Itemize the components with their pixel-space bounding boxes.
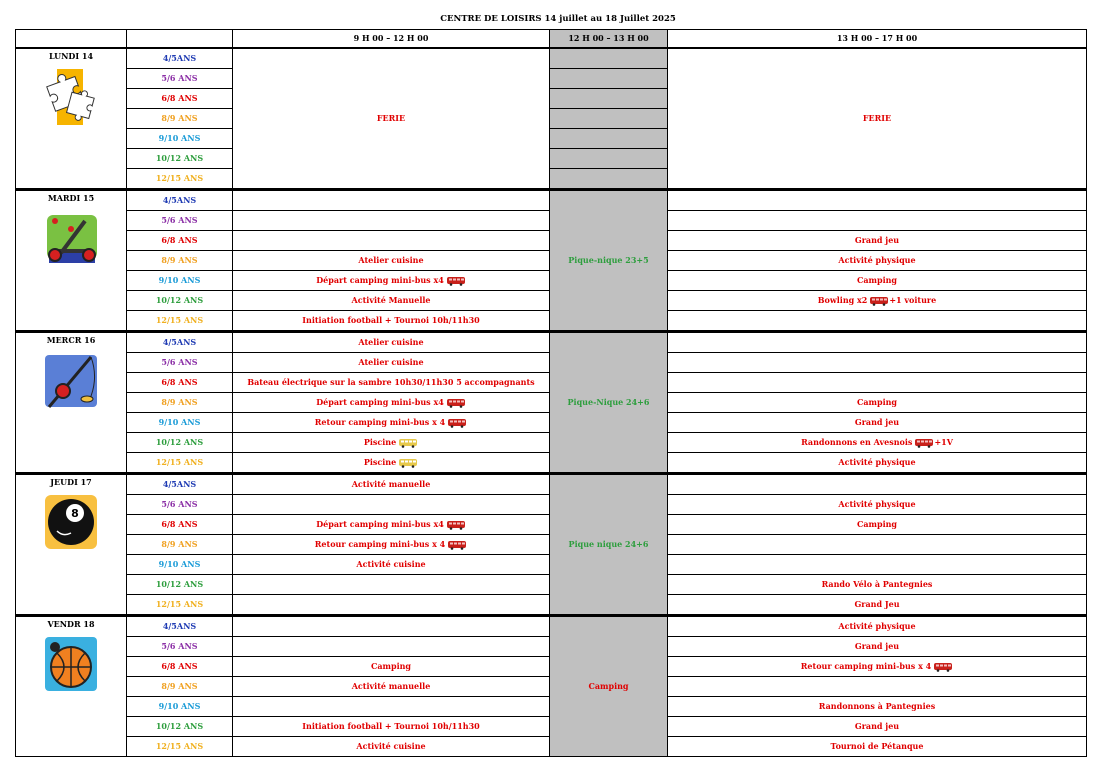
morning-activity: [233, 697, 550, 717]
morning-activity: [233, 474, 550, 495]
morning-activity: [233, 353, 550, 373]
afternoon-activity: [668, 291, 1087, 311]
morning-activity: [233, 332, 550, 353]
morning-activity: [233, 311, 550, 332]
activity-text: Randonnons à Pantegnies: [818, 701, 936, 711]
lunch-cell: [550, 89, 668, 109]
header-afternoon: 13 H 00 – 17 H 00: [668, 30, 1087, 49]
age-group-label: 12/15 ANS: [127, 595, 233, 616]
activity-text: Retour camping mini-bus x 4: [314, 417, 446, 427]
afternoon-activity: [668, 332, 1087, 353]
schedule-row: [16, 332, 1087, 353]
age-group-label: 9/10 ANS: [127, 413, 233, 433]
age-group-label: 5/6 ANS: [127, 637, 233, 657]
school-bus-icon: [398, 458, 418, 468]
activity-text: Grand jeu: [854, 235, 900, 245]
morning-activity: [233, 291, 550, 311]
activity-text: Rando Vélo à Pantegnies: [821, 579, 933, 589]
morning-activity: [233, 495, 550, 515]
minibus-icon: [447, 540, 467, 550]
morning-activity: [233, 251, 550, 271]
afternoon-activity: [668, 657, 1087, 677]
age-group-label: 6/8 ANS: [127, 373, 233, 393]
morning-activity: [233, 555, 550, 575]
activity-text: Activité physique: [838, 499, 916, 509]
afternoon-activity: [668, 555, 1087, 575]
minibus-icon: [446, 520, 466, 530]
age-group-label: 9/10 ANS: [127, 129, 233, 149]
header-lunch: 12 H 00 – 13 H 00: [550, 30, 668, 49]
afternoon-activity: [668, 231, 1087, 251]
morning-activity: [233, 231, 550, 251]
afternoon-activity: [668, 190, 1087, 211]
day-cell: [16, 190, 127, 332]
morning-activity: [233, 413, 550, 433]
basketball-icon: [16, 633, 126, 695]
morning-activity: FERIE: [233, 48, 550, 190]
morning-activity: [233, 637, 550, 657]
activity-text: Départ camping mini-bus x4: [316, 519, 444, 529]
header-age: [127, 30, 233, 49]
age-group-label: 10/12 ANS: [127, 291, 233, 311]
transport-suffix: +1V: [934, 437, 953, 447]
activity-text: Départ camping mini-bus x4: [316, 275, 444, 285]
activity-text: Activité cuisine: [356, 559, 426, 569]
morning-activity: [233, 433, 550, 453]
day-cell: [16, 474, 127, 616]
activity-text: Grand jeu: [854, 417, 900, 427]
day-cell: [16, 332, 127, 474]
age-group-label: 12/15 ANS: [127, 453, 233, 474]
age-group-label: 4/5ANS: [127, 48, 233, 69]
activity-text: Activité physique: [838, 457, 916, 467]
page-title: CENTRE DE LOISIRS 14 juillet au 18 Juillet 2025: [440, 14, 676, 24]
afternoon-activity: [668, 595, 1087, 616]
morning-activity: [233, 453, 550, 474]
age-group-label: 6/8 ANS: [127, 89, 233, 109]
minibus-icon: [447, 418, 467, 428]
lunch-cell: [550, 48, 668, 69]
lunch-cell: [550, 169, 668, 190]
header-morning: 9 H 00 – 12 H 00: [233, 30, 550, 49]
minibus-icon: [446, 398, 466, 408]
activity-text: Piscine: [363, 457, 397, 467]
schedule-row: [16, 48, 1087, 69]
morning-activity: [233, 515, 550, 535]
day-name: JEUDI 17: [50, 477, 92, 487]
age-group-label: 5/6 ANS: [127, 211, 233, 231]
age-group-label: 12/15 ANS: [127, 737, 233, 757]
afternoon-activity: [668, 515, 1087, 535]
activity-text: Initiation football + Tournoi 10h/11h30: [302, 315, 480, 325]
lunch-cell: [550, 109, 668, 129]
schedule-row: [16, 190, 1087, 211]
activity-text: Grand jeu: [854, 721, 900, 731]
afternoon-activity: [668, 393, 1087, 413]
age-group-label: 8/9 ANS: [127, 535, 233, 555]
day-cell: [16, 616, 127, 757]
activity-text: Activité Manuelle: [351, 295, 431, 305]
afternoon-activity: [668, 697, 1087, 717]
age-group-label: 10/12 ANS: [127, 717, 233, 737]
afternoon-activity: FERIE: [668, 48, 1087, 190]
morning-activity: [233, 616, 550, 637]
afternoon-activity: [668, 413, 1087, 433]
lunch-cell: Pique-Nique 24+6: [550, 332, 668, 474]
morning-activity: [233, 657, 550, 677]
activity-text: Activité manuelle: [351, 681, 431, 691]
morning-activity: [233, 271, 550, 291]
schedule-row: [16, 474, 1087, 495]
age-group-label: 9/10 ANS: [127, 271, 233, 291]
age-group-label: 6/8 ANS: [127, 657, 233, 677]
lunch-cell: Pique nique 24+6: [550, 474, 668, 616]
activity-text: Grand Jeu: [854, 599, 900, 609]
activity-text: Camping: [370, 661, 412, 671]
afternoon-activity: [668, 737, 1087, 757]
age-group-label: 8/9 ANS: [127, 251, 233, 271]
activity-text: Activité physique: [838, 255, 916, 265]
activity-text: Camping: [856, 519, 898, 529]
morning-activity: [233, 373, 550, 393]
morning-activity: [233, 737, 550, 757]
age-group-label: 10/12 ANS: [127, 575, 233, 595]
age-group-label: 12/15 ANS: [127, 169, 233, 190]
afternoon-activity: [668, 433, 1087, 453]
activity-text: Randonnons en Avesnois: [801, 437, 913, 447]
school-bus-icon: [398, 438, 418, 448]
morning-activity: [233, 190, 550, 211]
afternoon-activity: [668, 575, 1087, 595]
age-group-label: 5/6 ANS: [127, 495, 233, 515]
billiard-ball-icon: [16, 491, 126, 553]
age-group-label: 5/6 ANS: [127, 353, 233, 373]
lunch-cell: Pique-nique 23+5: [550, 190, 668, 332]
afternoon-activity: [668, 453, 1087, 474]
svg-text:8: 8: [71, 507, 79, 520]
afternoon-activity: [668, 717, 1087, 737]
morning-activity: [233, 575, 550, 595]
activity-text: Retour camping mini-bus x 4: [800, 661, 932, 671]
lunch-cell: [550, 69, 668, 89]
activity-text: Atelier cuisine: [358, 255, 424, 265]
age-group-label: 4/5ANS: [127, 474, 233, 495]
age-group-label: 4/5ANS: [127, 190, 233, 211]
activity-text: Bowling x2: [817, 295, 868, 305]
afternoon-activity: [668, 535, 1087, 555]
age-group-label: 4/5ANS: [127, 616, 233, 637]
afternoon-activity: [668, 251, 1087, 271]
day-name: LUNDI 14: [48, 51, 94, 61]
afternoon-activity: [668, 495, 1087, 515]
activity-text: Activité cuisine: [356, 741, 426, 751]
fishing-icon: [16, 349, 126, 411]
scooter-icon: [16, 207, 126, 269]
activity-text: Départ camping mini-bus x4: [316, 397, 444, 407]
afternoon-activity: [668, 353, 1087, 373]
morning-activity: [233, 393, 550, 413]
activity-text: Atelier cuisine: [358, 337, 424, 347]
afternoon-activity: [668, 271, 1087, 291]
activity-text: Grand jeu: [854, 641, 900, 651]
afternoon-activity: [668, 616, 1087, 637]
age-group-label: 10/12 ANS: [127, 433, 233, 453]
activity-text: Retour camping mini-bus x 4: [314, 539, 446, 549]
activity-text: Tournoi de Pétanque: [830, 741, 924, 751]
minibus-icon: [869, 296, 889, 306]
day-name: MERCR 16: [46, 335, 96, 345]
lunch-cell: [550, 149, 668, 169]
afternoon-activity: [668, 677, 1087, 697]
age-group-label: 8/9 ANS: [127, 677, 233, 697]
morning-activity: [233, 717, 550, 737]
activity-text: Activité manuelle: [351, 479, 431, 489]
age-group-label: 5/6 ANS: [127, 69, 233, 89]
age-group-label: 10/12 ANS: [127, 149, 233, 169]
age-group-label: 6/8 ANS: [127, 515, 233, 535]
puzzle-icon: [16, 65, 126, 127]
afternoon-activity: [668, 211, 1087, 231]
minibus-icon: [933, 662, 953, 672]
day-name: MARDI 15: [47, 193, 95, 203]
age-group-label: 4/5ANS: [127, 332, 233, 353]
age-group-label: 12/15 ANS: [127, 311, 233, 332]
age-group-label: 9/10 ANS: [127, 555, 233, 575]
afternoon-activity: [668, 311, 1087, 332]
minibus-icon: [446, 276, 466, 286]
lunch-cell: [550, 129, 668, 149]
activity-text: Camping: [856, 275, 898, 285]
minibus-icon: [914, 438, 934, 448]
morning-activity: [233, 535, 550, 555]
activity-text: Atelier cuisine: [358, 357, 424, 367]
day-cell: [16, 48, 127, 190]
age-group-label: 8/9 ANS: [127, 109, 233, 129]
activity-text: Piscine: [363, 437, 397, 447]
age-group-label: 9/10 ANS: [127, 697, 233, 717]
schedule-table: [15, 29, 1087, 757]
afternoon-activity: [668, 474, 1087, 495]
activity-text: Camping: [856, 397, 898, 407]
age-group-label: 8/9 ANS: [127, 393, 233, 413]
activity-text: Activité physique: [838, 621, 916, 631]
schedule-row: [16, 616, 1087, 637]
activity-text: Initiation football + Tournoi 10h/11h30: [302, 721, 480, 731]
header-day: [16, 30, 127, 49]
morning-activity: [233, 595, 550, 616]
day-name: VENDR 18: [47, 619, 95, 629]
morning-activity: [233, 211, 550, 231]
header-row: [16, 30, 1087, 49]
transport-suffix: +1 voiture: [889, 295, 937, 305]
morning-activity: [233, 677, 550, 697]
age-group-label: 6/8 ANS: [127, 231, 233, 251]
lunch-cell: Camping: [550, 616, 668, 757]
afternoon-activity: [668, 373, 1087, 393]
afternoon-activity: [668, 637, 1087, 657]
activity-text: Bateau électrique sur la sambre 10h30/11h30 5 accompagnants: [247, 377, 535, 387]
